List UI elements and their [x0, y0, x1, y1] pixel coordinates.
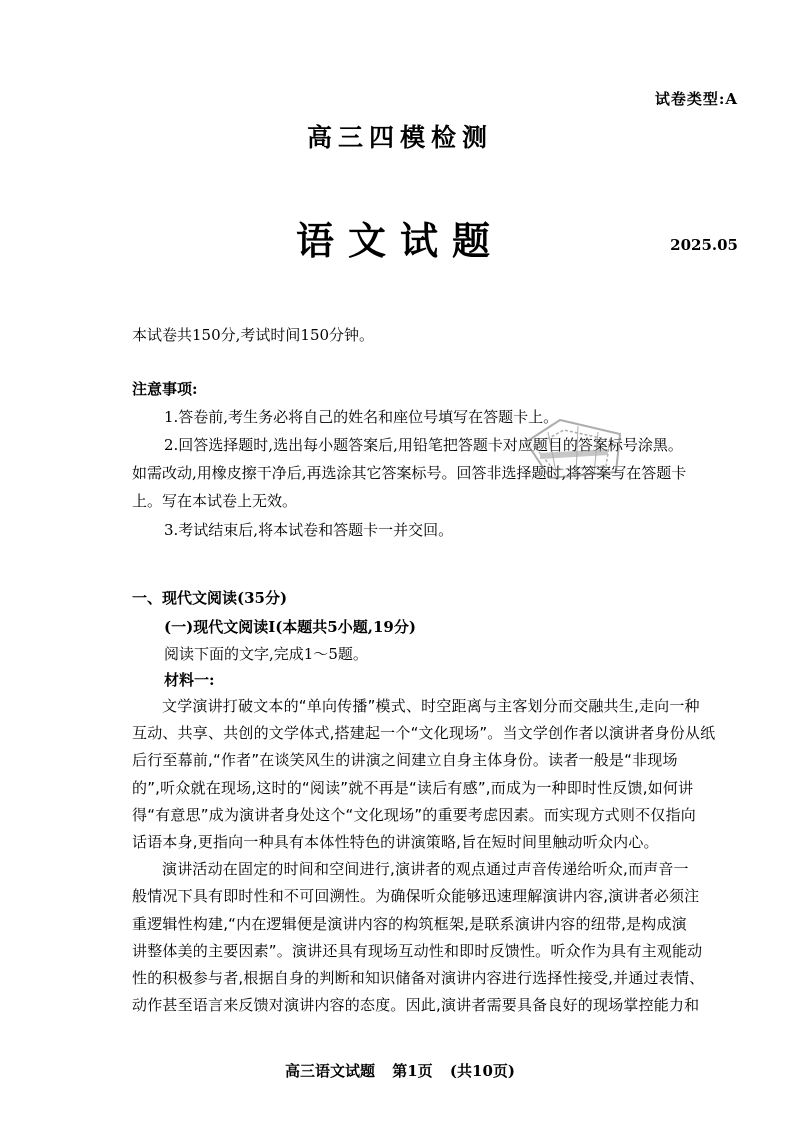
subsection-title: (一)现代文阅读I(本题共5小题,19分) — [164, 618, 416, 636]
paper-type-label: 试卷类型:A — [654, 90, 738, 108]
material-label: 材料一: — [164, 671, 215, 689]
notice-title: 注意事项: — [132, 380, 198, 398]
passage-line: 得“有意思”成为演讲者身处这个“文化现场”的重要考虑因素。而实现方式则不仅指向 — [132, 805, 696, 824]
exam-date: 2025.05 — [670, 236, 738, 254]
footer-total-pages: (共10页) — [449, 1062, 515, 1080]
exam-total-info: 本试卷共150分,考试时间150分钟。 — [132, 326, 375, 344]
passage-line: 文学演讲打破文本的“单向传播”模式、时空距离与主客划分而交融共生,走向一种 — [162, 697, 700, 715]
passage-line: 性的积极参与者,根据自身的判断和知识储备对演讲内容进行选择性接受,并通过表情、 — [132, 969, 705, 988]
passage-line: 演讲活动在固定的时间和空间进行,演讲者的观点通过声音传递给听众,而声音一 — [162, 860, 689, 879]
notice-item-1: 1.答卷前,考生务必将自己的姓名和座位号填写在答题卡上。 — [164, 408, 559, 426]
exam-name: 高三四模检测 — [306, 123, 493, 152]
passage-line: 的”,听众就在现场,这时的“阅读”就不再是“读后有感”,而成为一种即时性反馈,如何讲 — [132, 778, 694, 797]
notice-item-2-cont: 如需改动,用橡皮擦干净后,再选涂其它答案标号。回答非选择题时,将答案写在答题卡 — [132, 464, 687, 482]
passage-line: 动作甚至语言来反馈对演讲内容的态度。因此,演讲者需要具备良好的现场掌控能力和 — [132, 996, 700, 1015]
notice-item-2: 2.回答选择题时,选出每小题答案后,用铅笔把答题卡对应题目的答案标号涂黑。 — [164, 436, 683, 454]
passage-line: 话语本身,更指向一种具有本体性特色的讲演策略,旨在短时间里触动听众内心。 — [132, 833, 659, 852]
reading-instruction: 阅读下面的文字,完成1～5题。 — [164, 645, 368, 663]
footer-page-number: 第1页 — [392, 1062, 433, 1080]
subject-title: 语文试题 — [295, 218, 504, 263]
section-title: 一、现代文阅读(35分) — [132, 589, 288, 607]
reading-passage — [132, 693, 750, 1019]
passage-line: 重逻辑性构建,“内在逻辑便是演讲内容的构筑框架,是联系演讲内容的纽带,是构成演 — [132, 914, 687, 933]
notice-item-3: 3.考试结束后,将本试卷和答题卡一并交回。 — [164, 521, 454, 539]
passage-line: 讲整体美的主要因素”。演讲还具有现场互动性和即时反馈性。听众作为具有主观能动 — [132, 941, 703, 960]
passage-line: 后行至幕前,“作者”在谈笑风生的讲演之间建立自身主体身份。读者一般是“非现场 — [132, 751, 678, 770]
notice-item-2-end: 上。写在本试卷上无效。 — [132, 492, 298, 510]
page-footer — [0, 1060, 800, 1081]
footer-title: 高三语文试题 — [285, 1062, 376, 1080]
watermark-stamp-icon — [520, 412, 628, 484]
passage-line: 般情况下具有即时性和不可回溯性。为确保听众能够迅速理解演讲内容,演讲者必须注 — [132, 887, 700, 906]
passage-line: 互动、共享、共创的文学体式,搭建起一个“文化现场”。当文学创作者以演讲者身份从纸 — [132, 724, 716, 743]
